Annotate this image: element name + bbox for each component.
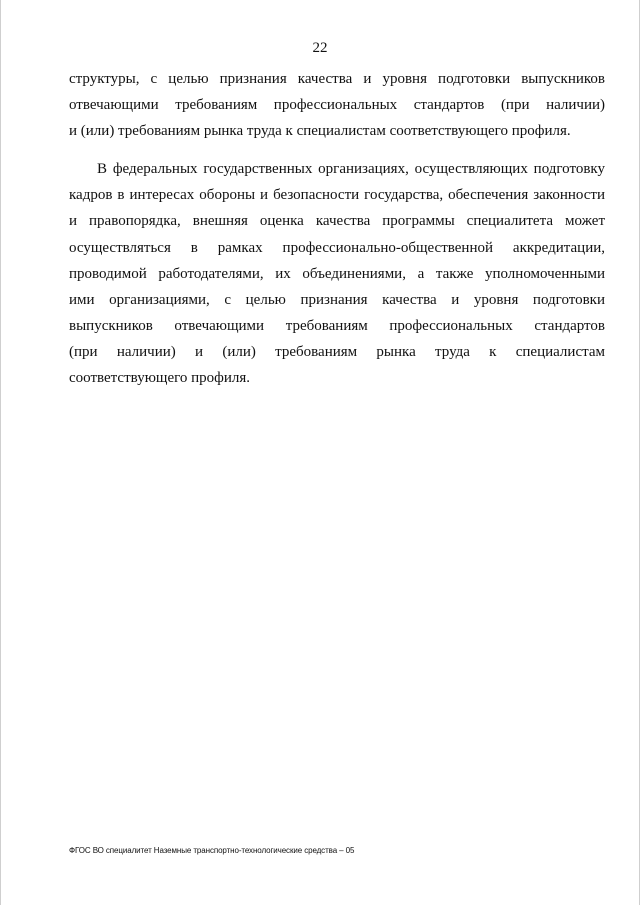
text-line: выпускников отвечающими требованиям профессиональных стандартов bbox=[69, 317, 605, 334]
text-line: соответствующего профиля. bbox=[69, 370, 251, 387]
text-line: кадров в интересах обороны и безопасности государства, обеспечения законности bbox=[69, 187, 605, 204]
text-line: (при наличии) и (или) требованиям рынка труда к специалистам bbox=[69, 343, 605, 360]
text-line: структуры, с целью признания качества и уровня подготовки выпускников bbox=[69, 71, 605, 87]
page-footer: ФГОС ВО специалитет Наземные транспортно-технологические средства – 05 bbox=[69, 846, 355, 855]
text-line: отвечающими требованиям профессиональных стандартов (при наличии) bbox=[69, 97, 605, 114]
text-line: ими организациями, с целью признания качества и уровня подготовки bbox=[69, 291, 605, 308]
paragraph-continuation bbox=[69, 66, 605, 144]
text-line: В федеральных государственных организациях, осуществляющих подготовку bbox=[97, 161, 605, 178]
text-line: и правопорядка, внешняя оценка качества программы специалитета может bbox=[69, 213, 605, 230]
text-line: и (или) требованиям рынка труда к специалистам соответствующего профиля. bbox=[69, 123, 571, 140]
paragraph-accreditation bbox=[69, 156, 605, 391]
text-line: осуществляться в рамках профессионально-общественной аккредитации, bbox=[69, 239, 605, 256]
body-text bbox=[69, 66, 605, 391]
text-line: проводимой работодателями, их объединениями, а также уполномоченными bbox=[69, 265, 605, 282]
page-number: 22 bbox=[312, 40, 328, 56]
